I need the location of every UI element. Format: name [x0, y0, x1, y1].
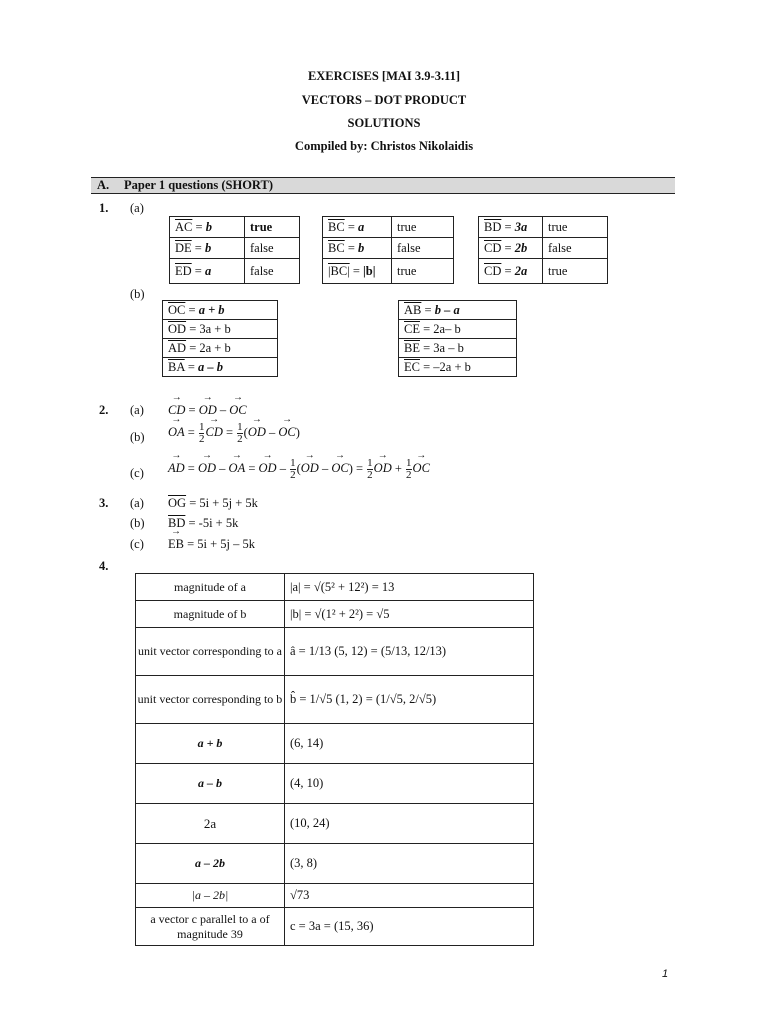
table-row: $\overline{OD} = 3a + b$ [163, 320, 278, 339]
row-value: b̂ = 1/√5 (1, 2) = (1/√5, 2/√5) [285, 676, 534, 724]
answer-cell: true [245, 217, 300, 238]
part-label: (c) [130, 537, 144, 551]
row-label: |a – 2b| [136, 884, 285, 908]
vector-rhs: b [358, 240, 365, 255]
row-value: (3, 8) [285, 844, 534, 884]
q1a-table-1 [169, 216, 300, 284]
table-row: $\overline{AC} = b$ true [170, 217, 300, 238]
vector-rhs: |b| [363, 263, 376, 278]
vector-rhs: b – a [434, 302, 460, 317]
table-row: $\overline{EC} = -2a + b$ [399, 358, 517, 377]
vector-name: $\overline{OC}$ [168, 302, 186, 317]
part-label: (b) [130, 516, 145, 530]
vector-rhs: 2b [514, 240, 528, 255]
vector-name: $\overline{BE}$ [404, 340, 420, 355]
table-row: $\overline{CE} = 2a-$ b [399, 320, 517, 339]
vector-name: |BC| [328, 263, 350, 278]
vector-name: $\overline{BC}$ [328, 219, 345, 234]
vector-name: $\overline{BC}$ [328, 240, 345, 255]
table-row: $\overline{BC} = b$ false [323, 238, 454, 259]
row-value: (6, 14) [285, 724, 534, 764]
row-value: |a| = √(5² + 12²) = 13 [285, 574, 534, 601]
table-row [136, 908, 534, 946]
question-number: 1. [99, 201, 109, 215]
q3a-equation [168, 496, 258, 511]
doc-author: Compiled by: Christos Nikolaidis [294, 139, 474, 153]
table-row: $\overline{AB} = b - a$ [399, 301, 517, 320]
vector-rhs: 2a– b [430, 321, 461, 336]
table-row [136, 724, 534, 764]
row-value: √73 [285, 884, 534, 908]
part-label: (a) [130, 201, 144, 215]
q3c-equation [168, 537, 255, 552]
vector-rhs: = 5i + 5j – 5k [187, 537, 256, 551]
part-label: (b) [130, 287, 145, 301]
vector-rhs: = 5i + 5j + 5k [189, 496, 258, 510]
page-number: 1 [662, 968, 669, 980]
vector-rhs: –2a + b [433, 359, 471, 374]
table-row [136, 574, 534, 601]
table-row: $\overline{CD} = 2b$ false [479, 238, 608, 259]
vector-rhs: a [358, 219, 365, 234]
row-label: 2a [136, 804, 285, 844]
vector-name: $\overline{CE}$ [404, 321, 420, 336]
answer-cell: true [392, 217, 454, 238]
row-value: (10, 24) [285, 804, 534, 844]
doc-solutions: SOLUTIONS [347, 116, 421, 130]
row-value: â = 1/13 (5, 12) = (5/13, 12/13) [285, 628, 534, 676]
answer-cell: false [392, 238, 454, 259]
vector-name: $\overline{OG}$ [168, 496, 187, 510]
vector-name: $\overline{DE}$ [175, 240, 192, 255]
vector-name: $\overline{AC}$ [175, 219, 193, 234]
q1b-table-2 [398, 300, 517, 377]
table-row: $\overline{DE} = b$ false [170, 238, 300, 259]
vector-name: $\overline{BA}$ [168, 359, 185, 374]
table-row [136, 601, 534, 628]
answer-cell: false [245, 259, 300, 284]
q2c-equation: → AD = → OD – → OA = → OD – $\frac{1}{2}$ (→ OD – → OC) = $\frac{1}{2}$ → OD + $\frac{1}{2}$ → OC [168, 458, 430, 481]
table-row: |BC| = |b| true [323, 259, 454, 284]
table-row [136, 884, 534, 908]
table-row: $\overline{BE} = 3a - b$ [399, 339, 517, 358]
answer-cell: true [543, 217, 608, 238]
vector-name: $\overline{BD}$ [168, 516, 186, 530]
part-label: (a) [130, 496, 144, 510]
doc-title: EXERCISES [MAI 3.9-3.11] [307, 69, 461, 83]
table-row [136, 844, 534, 884]
part-label: (c) [130, 466, 144, 480]
vector-rhs: = -5i + 5k [188, 516, 239, 530]
vector-rhs: 3a – b [433, 340, 464, 355]
table-row: $\overline{ED} = a$ false [170, 259, 300, 284]
vector-rhs: b [204, 240, 212, 255]
question-number: 2. [99, 403, 109, 417]
vector-name: $\overline{CD}$ [484, 240, 502, 255]
table-row: $\overline{AD} = 2a + b$ [163, 339, 278, 358]
table-row [136, 676, 534, 724]
section-letter: A. [97, 178, 110, 192]
row-label: magnitude of b [136, 601, 285, 628]
answer-cell: false [245, 238, 300, 259]
doc-subtitle: VECTORS – DOT PRODUCT [301, 93, 467, 107]
q4-table [135, 573, 534, 946]
vector-name: $\overline{AD}$ [168, 340, 187, 355]
row-label: a – b [136, 764, 285, 804]
row-value: (4, 10) [285, 764, 534, 804]
row-label: a + b [136, 724, 285, 764]
section-title: Paper 1 questions (SHORT) [124, 178, 273, 192]
q1a-table-3 [478, 216, 608, 284]
table-row [136, 764, 534, 804]
vector-name: $\overline{CD}$ [484, 263, 502, 278]
part-label: (b) [130, 430, 145, 444]
row-label: unit vector corresponding to b [136, 676, 285, 724]
table-row: $\overline{BC} = a$ true [323, 217, 454, 238]
vector-rhs: a [204, 263, 212, 278]
answer-cell: true [543, 259, 608, 284]
answer-cell: false [543, 238, 608, 259]
q1a-table-2 [322, 216, 454, 284]
vector-rhs: 2a [514, 263, 528, 278]
q1b-table-1 [162, 300, 278, 377]
table-row: $\overline{BA} = a - b$ [163, 358, 278, 377]
vector-rhs: 2a + b [199, 340, 231, 355]
vector-rhs: a + b [198, 302, 225, 317]
row-label: a – 2b [136, 844, 285, 884]
q2a-equation: → CD = → OD – → OC [168, 403, 247, 418]
table-row: $\overline{OC} = a + b$ [163, 301, 278, 320]
question-number: 3. [99, 496, 109, 510]
table-row [136, 628, 534, 676]
vector-rhs: 3a [514, 219, 528, 234]
q2b-equation: → OA = $\frac{1}{2}$ → CD = $\frac{1}{2}$ (→ OD – → OC) [168, 422, 300, 445]
row-label: magnitude of a [136, 574, 285, 601]
vector-name: → EB [168, 537, 184, 552]
section-header [91, 177, 675, 194]
table-row: $\overline{BD} = 3a$ true [479, 217, 608, 238]
row-value: |b| = √(1² + 2²) = √5 [285, 601, 534, 628]
vector-name: $\overline{ED}$ [175, 263, 192, 278]
vector-rhs: a – b [198, 359, 223, 374]
vector-rhs: b [205, 219, 212, 234]
vector-name: $\overline{AB}$ [404, 302, 422, 317]
row-value: c = 3a = (15, 36) [285, 908, 534, 946]
vector-name: $\overline{EC}$ [404, 359, 420, 374]
row-label: unit vector corresponding to a [136, 628, 285, 676]
vector-rhs: 3a + b [199, 321, 231, 336]
row-label: a vector c parallel to a of magnitude 39 [136, 908, 285, 946]
vector-name: $\overline{BD}$ [484, 219, 502, 234]
part-label: (a) [130, 403, 144, 417]
question-number: 4. [99, 559, 109, 573]
table-row [136, 804, 534, 844]
answer-cell: true [392, 259, 454, 284]
table-row: $\overline{CD} = 2a$ true [479, 259, 608, 284]
vector-name: $\overline{OD}$ [168, 321, 187, 336]
